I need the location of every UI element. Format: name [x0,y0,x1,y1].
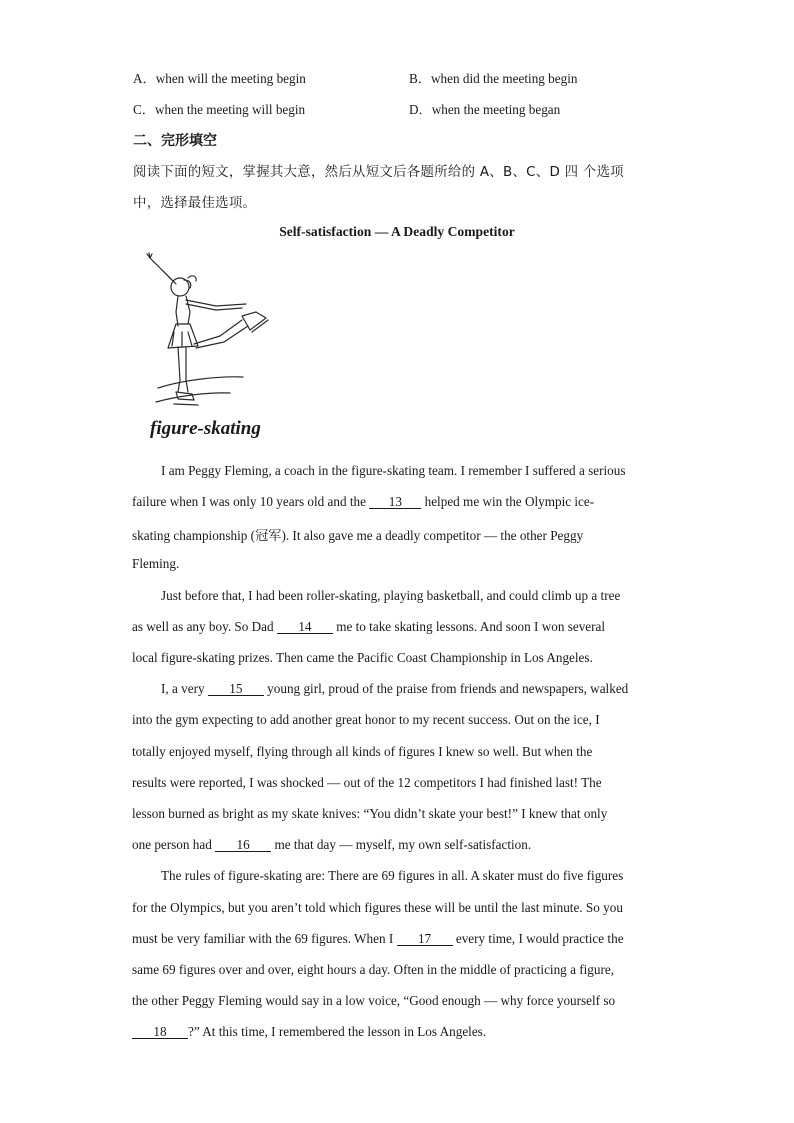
passage-line-8-end: young girl, proud of the praise from friends and newspapers, walked [263,681,629,696]
passage-line-6-start: as well as any boy. So Dad [132,619,277,634]
passage-line-2-start: failure when I was only 10 years old and the [132,494,370,509]
option-d: D．when the meeting began [409,102,561,117]
instruction-line-1: 阅读下面的短文，掌握其大意，然后从短文后各题所给的 A、B、C、D 四 个选项 [133,165,624,180]
passage-line-2 [132,494,662,510]
passage-title: Self-satisfaction — A Deadly Competitor [279,224,515,239]
blank-16: 16 [215,838,271,852]
passage-line-19-end: ?” At this time, I remembered the lesson in Los Angeles. [188,1024,487,1039]
passage-line-11: results were reported, I was shocked — out of the 12 competitors I had finished last! The [132,775,602,790]
blank-14: 14 [277,620,333,634]
passage-line-13-start: one person had [132,837,216,852]
passage-line-7: local figure-skating prizes. Then came the Pacific Coast Championship in Los Angeles. [132,650,593,665]
passage-line-16-end: every time, I would practice the [452,931,624,946]
passage-line-1: I am Peggy Fleming, a coach in the figure-skating team. I remember I suffered a serious [161,463,626,478]
passage-line-18: the other Peggy Fleming would say in a low voice, “Good enough — why force yourself so [132,993,616,1008]
passage-line-6-end: me to take skating lessons. And soon I won several [332,619,606,634]
passage-line-12: lesson burned as bright as my skate knives: “You didn’t skate your best!” I knew that only [132,806,608,821]
passage-line-8-start: I, a very [161,681,208,696]
section-heading: 二、完形填空 [133,133,217,149]
blank-17: 17 [397,932,453,946]
passage-line-2-end: helped me win the Olympic ice- [421,494,595,509]
passage-line-10: totally enjoyed myself, flying through all kinds of figures I knew so well. But when the [132,744,593,759]
passage-line-8 [132,681,691,697]
passage-line-16-start: must be very familiar with the 69 figures. When I [132,931,397,946]
passage-line-14: The rules of figure-skating are: There are 69 figures in all. A skater must do five figures [161,868,624,883]
blank-13: 13 [369,495,421,509]
passage-line-13-end: me that day — myself, my own self-satisfaction. [271,837,532,852]
option-b: B．when did the meeting begin [409,71,578,86]
blank-18: 18 [132,1025,188,1039]
passage-line-17: same 69 figures over and over, eight hours a day. Often in the middle of practicing a figure, [132,962,614,977]
passage-line-9: into the gym expecting to add another great honor to my recent success. Out on the ice, I [132,712,600,727]
passage-line-6 [132,619,662,635]
blank-15: 15 [208,682,264,696]
option-c: C．when the meeting will begin [133,102,306,117]
passage-line-4: Fleming. [132,556,180,571]
passage-line-5: Just before that, I had been roller-skating, playing basketball, and could climb up a tree [161,588,621,603]
passage-line-3: skating championship (冠军). It also gave me a deadly competitor — the other Peggy [132,528,584,543]
option-a: A．when will the meeting begin [133,71,306,86]
passage-line-15: for the Olympics, but you aren’t told which figures these will be until the last minute. So you [132,900,623,915]
image-caption: figure-skating [150,418,261,439]
figure-skater-illustration [138,252,278,417]
passage-line-19 [132,1024,662,1040]
passage-line-13 [132,837,662,853]
instruction-line-2: 中，选择最佳选项。 [133,196,257,211]
passage-line-16 [132,931,662,947]
